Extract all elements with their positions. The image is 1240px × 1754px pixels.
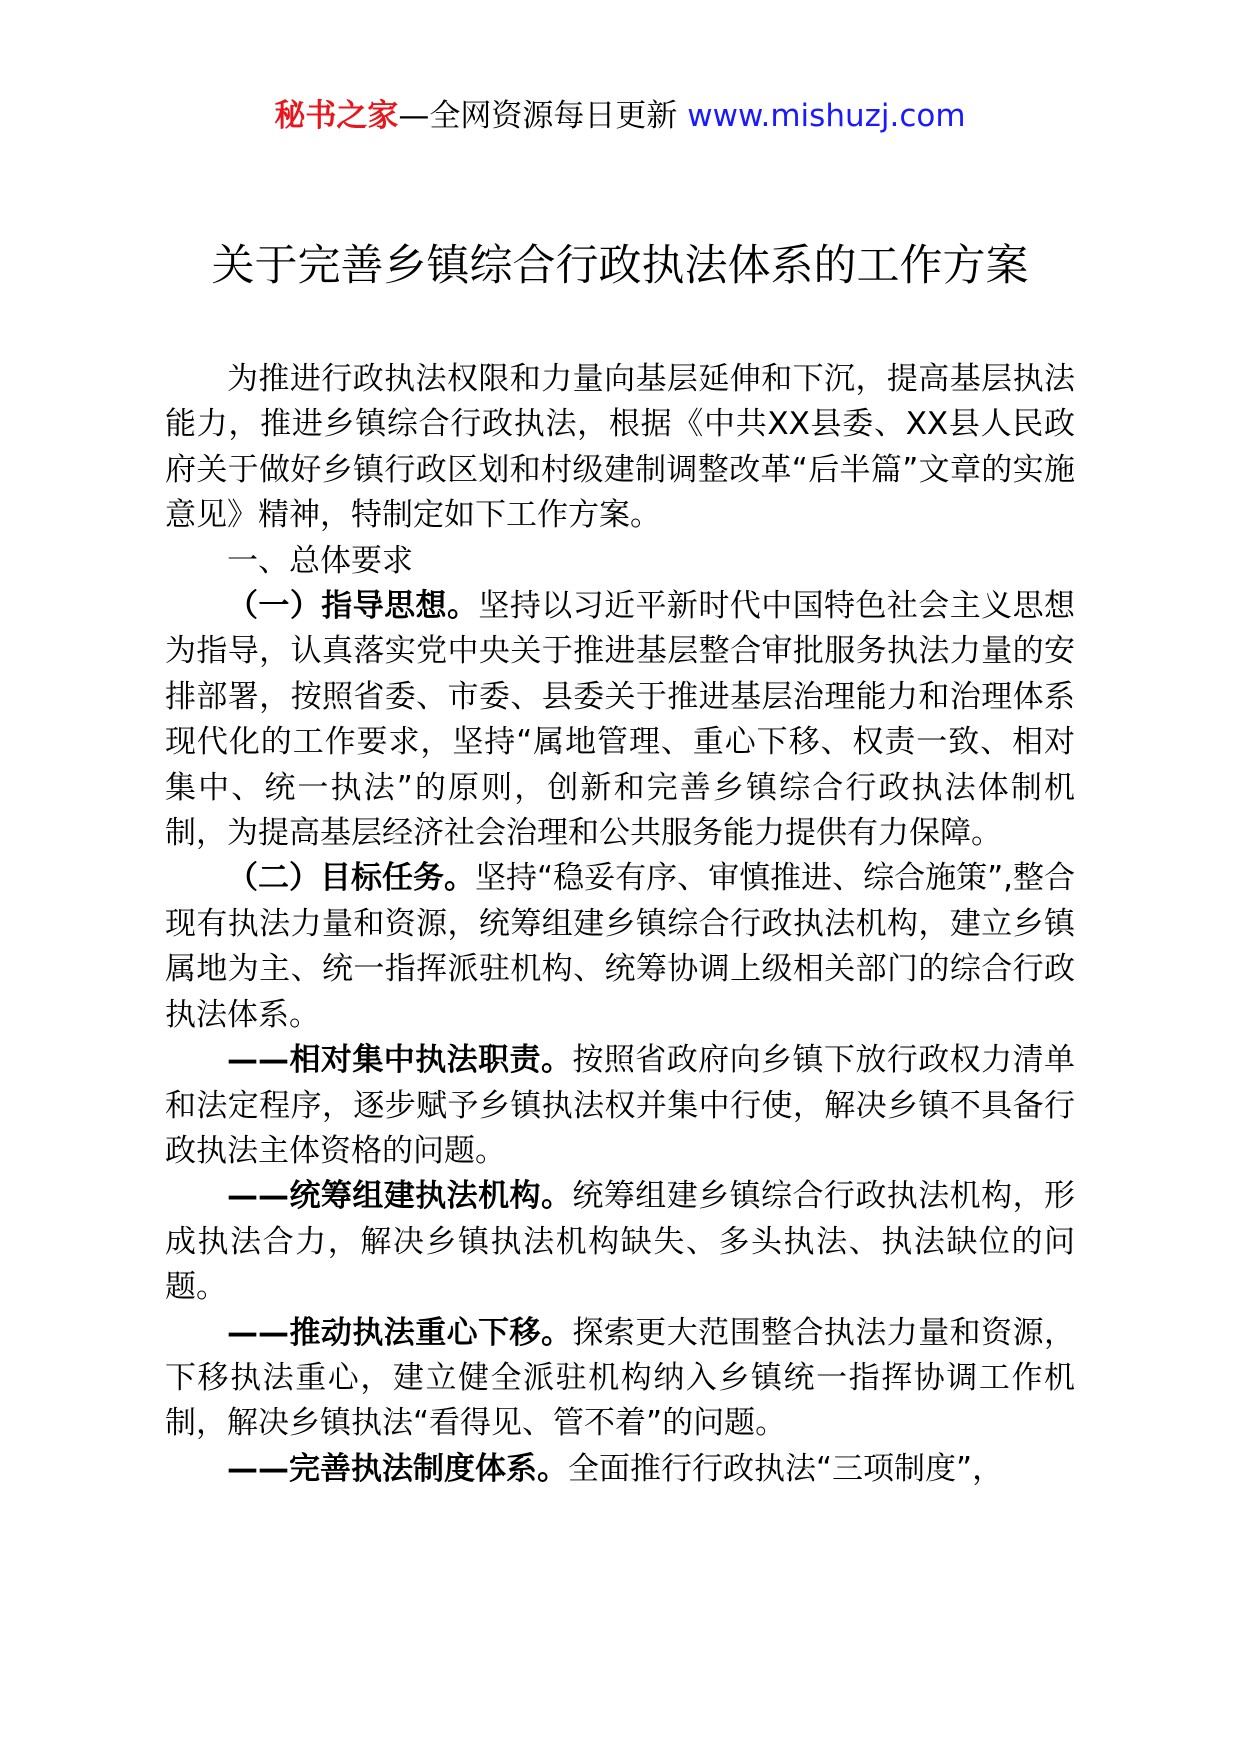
item-lead: （一）指导思想。 [227,588,479,625]
document-body [165,357,1075,1492]
dash-item-concentrate-duties [165,1038,1075,1174]
item-text: 全面推行行政执法“三项制度”， [568,1450,1004,1487]
item-lead: ——推动执法重心下移。 [227,1314,573,1351]
item-guiding-ideology [165,584,1075,856]
item-goals [165,856,1075,1038]
section-heading: 一、总体要求 [227,542,413,579]
item-lead: ——完善执法制度体系。 [227,1450,568,1487]
item-text: 统筹组建乡镇综合行政执法机构，形成执法合力，解决乡镇执法机构缺失、多头执法、执法缺位的问题。 [165,1178,1076,1306]
item-lead: （二）目标任务。 [227,860,476,897]
document-title: 关于完善乡镇综合行政执法体系的工作方案 [211,241,1029,291]
intro-paragraph: 为推进行政执法权限和力量向基层延伸和下沉，提高基层执法能力，推进乡镇综合行政执法，根据《中共XX县委、XX县人民政府关于做好乡镇行政区划和村级建制调整改革“后半篇”文章的实施意见》精神，特制定如下工作方案。 [165,361,1075,534]
header-tagline: —全网资源每日更新 [398,98,688,134]
item-text: 坚持以习近平新时代中国特色社会主义思想为指导，认真落实党中央关于推进基层整合审批服务执法力量的安排部署，按照省委、市委、县委关于推进基层治理能力和治理体系现代化的工作要求，坚持“属地管理、重心下移、权责一致、相对集中、统一执法”的原则，创新和完善乡镇综合行政执法体制机制，为提高基层经济社会治理和公共服务能力提供有力保障。 [165,588,1076,852]
item-lead: ——统筹组建执法机构。 [227,1178,573,1215]
item-text: 探索更大范围整合执法力量和资源，下移执法重心，建立健全派驻机构纳入乡镇统一指挥协调工作机制，解决乡镇执法“看得见、管不着”的问题。 [165,1314,1076,1442]
item-lead: ——相对集中执法职责。 [227,1042,573,1079]
item-text: 坚持“稳妥有序、审慎推进、综合施策”,整合现有执法力量和资源，统筹组建乡镇综合行政执法机构，建立乡镇属地为主、统一指挥派驻机构、统筹协调上级相关部门的综合行政执法体系。 [165,860,1075,1033]
site-url-link[interactable]: www.mishuzj.com [687,98,966,134]
site-header [0,96,1240,136]
dash-item-shift-focus [165,1311,1075,1447]
dash-item-build-agency [165,1174,1075,1310]
item-text: 按照省政府向乡镇下放行政权力清单和法定程序，逐步赋予乡镇执法权并集中行使，解决乡镇不具备行政执法主体资格的问题。 [165,1042,1076,1169]
brand-name: 秘书之家 [274,98,399,134]
dash-item-improve-system [165,1447,1075,1492]
